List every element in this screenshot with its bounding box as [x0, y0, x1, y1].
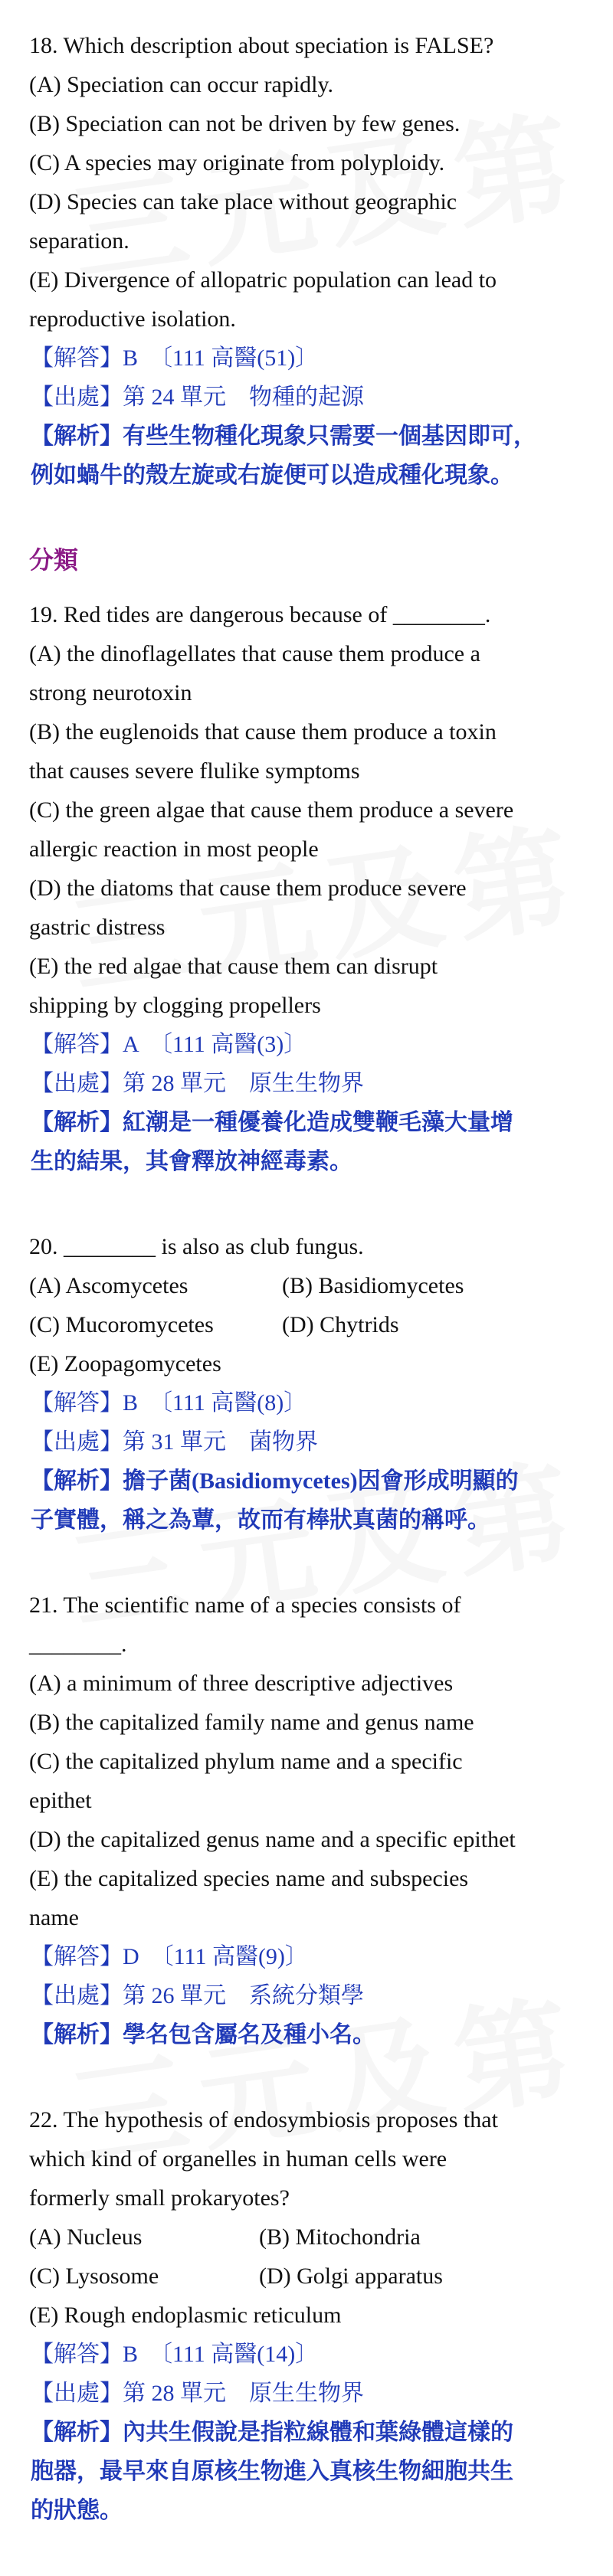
option-a: (A) Speciation can occur rapidly. — [29, 72, 334, 97]
option-a: (A) Ascomycetes — [29, 1273, 188, 1298]
section-title: 分類 — [29, 545, 79, 574]
question-stem-cont: which kind of organelles in human cells were — [29, 2146, 447, 2172]
explanation-line: 胞器，最早來自原核生物進入真核生物細胞共生 — [31, 2459, 513, 2484]
explanation-line: 例如蝸牛的殼左旋或右旋便可以造成種化現象。 — [31, 463, 513, 488]
answer-line: 【解答】A 〔111 高醫(3)〕 — [31, 1032, 307, 1057]
question-stem-cont: ________. — [29, 1632, 127, 1657]
option-e-cont: reproductive isolation. — [29, 306, 236, 332]
option-c-cont: allergic reaction in most people — [29, 836, 319, 862]
question-stem: 19. Red tides are dangerous because of ________. — [29, 602, 491, 627]
explanation-line: 【解析】有些生物種化現象只需要一個基因即可， — [31, 424, 536, 449]
explanation-line: 【解析】內共生假說是指粒線體和葉綠體這樣的 — [31, 2420, 513, 2445]
option-e-cont: shipping by clogging propellers — [29, 993, 321, 1018]
source-line: 【出處】第 28 單元 原生生物界 — [31, 1071, 364, 1096]
option-e: (E) Zoopagomycetes — [29, 1351, 221, 1376]
option-row — [29, 2257, 588, 2296]
option-c: (C) the capitalized phylum name and a specific — [29, 1749, 463, 1774]
option-row — [29, 1305, 588, 1344]
option-c: (C) Mucoromycetes — [29, 1312, 214, 1337]
question-stem-cont: formerly small prokaryotes? — [29, 2185, 290, 2211]
option-b: (B) Mitochondria — [259, 2224, 421, 2250]
option-e: (E) Rough endoplasmic reticulum — [29, 2303, 342, 2328]
option-b-cont: that causes severe flulike symptoms — [29, 758, 360, 784]
option-e-cont: name — [29, 1905, 79, 1930]
option-d: (D) Species can take place without geographic — [29, 189, 457, 214]
question-stem: 20. ________ is also as club fungus. — [29, 1234, 364, 1259]
question-19 — [29, 595, 588, 1181]
source-line: 【出處】第 26 單元 系統分類學 — [31, 1983, 364, 2008]
answer-line: 【解答】B 〔111 高醫(51)〕 — [31, 345, 319, 371]
question-stem: 21. The scientific name of a species consists of — [29, 1592, 461, 1618]
option-c: (C) the green algae that cause them produce a severe — [29, 797, 514, 823]
option-c: (C) Lysosome — [29, 2263, 159, 2289]
explanation-line: 的狀態。 — [31, 2498, 123, 2523]
option-e: (E) the red algae that cause them can disrupt — [29, 954, 438, 979]
option-d: (D) the diatoms that cause them produce severe — [29, 876, 467, 901]
explanation-line: 【解析】擔子菌(Basidiomycetes)因會形成明顯的 — [31, 1468, 519, 1494]
option-d: (D) Chytrids — [282, 1312, 399, 1337]
option-b: (B) Speciation can not be driven by few genes. — [29, 111, 461, 136]
option-a: (A) Nucleus — [29, 2224, 143, 2250]
explanation-line: 子實體，稱之為蕈，故而有棒狀真菌的稱呼。 — [31, 1507, 490, 1533]
option-a: (A) a minimum of three descriptive adjectives — [29, 1671, 454, 1696]
source-line: 【出處】第 24 單元 物種的起源 — [31, 385, 364, 410]
option-a: (A) the dinoflagellates that cause them produce a — [29, 641, 480, 666]
source-line: 【出處】第 28 單元 原生生物界 — [31, 2381, 364, 2406]
answer-line: 【解答】D 〔111 高醫(9)〕 — [31, 1944, 308, 1969]
question-stem: 18. Which description about speciation is FALSE? — [29, 33, 494, 58]
question-20 — [29, 1227, 588, 1540]
option-row — [29, 2218, 588, 2257]
option-b: (B) the euglenoids that cause them produce a toxin — [29, 719, 497, 745]
source-line: 【出處】第 31 單元 菌物界 — [31, 1429, 318, 1455]
option-b: (B) the capitalized family name and genus name — [29, 1710, 474, 1735]
option-c-cont: epithet — [29, 1788, 92, 1813]
explanation-line: 【解析】學名包含屬名及種小名。 — [31, 2022, 375, 2047]
option-d-cont: separation. — [29, 228, 129, 254]
question-stem: 22. The hypothesis of endosymbiosis proposes that — [29, 2107, 498, 2132]
answer-line: 【解答】B 〔111 高醫(8)〕 — [31, 1390, 307, 1416]
answer-line: 【解答】B 〔111 高醫(14)〕 — [31, 2342, 319, 2367]
question-21 — [29, 1586, 588, 2054]
option-e: (E) the capitalized species name and subspecies — [29, 1866, 469, 1891]
question-18 — [29, 26, 588, 495]
explanation-line: 生的結果，其會釋放神經毒素。 — [31, 1149, 352, 1174]
option-d-cont: gastric distress — [29, 915, 166, 940]
explanation-line: 【解析】紅潮是一種優養化造成雙鞭毛藻大量增 — [31, 1110, 513, 1135]
option-d: (D) Golgi apparatus — [259, 2263, 443, 2289]
option-a-cont: strong neurotoxin — [29, 680, 192, 705]
option-c: (C) A species may originate from polyploidy. — [29, 150, 445, 175]
option-d: (D) the capitalized genus name and a specific epithet — [29, 1827, 516, 1852]
option-row — [29, 1266, 588, 1305]
option-e: (E) Divergence of allopatric population can lead to — [29, 267, 497, 293]
document-body — [29, 26, 588, 2576]
question-22 — [29, 2100, 588, 2530]
option-b: (B) Basidiomycetes — [282, 1273, 464, 1298]
